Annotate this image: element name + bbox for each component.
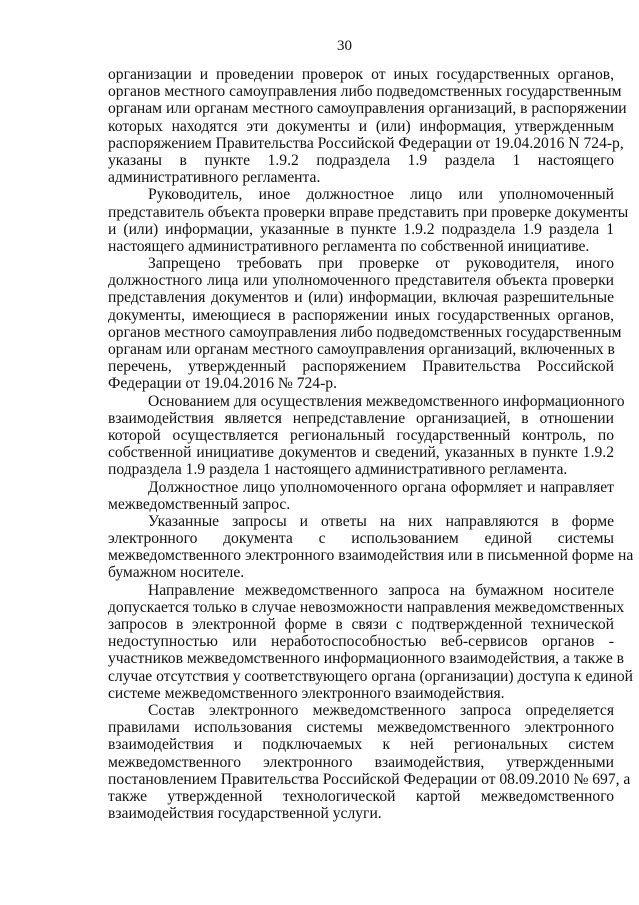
paragraph bbox=[108, 581, 634, 702]
paragraph bbox=[108, 701, 631, 823]
document-body bbox=[108, 66, 634, 823]
page-number: 30 bbox=[337, 38, 352, 54]
text-line: межведомственного электронного взаимодействия, утвержденными bbox=[108, 753, 614, 771]
text-line: случае отсутствия у соответствующего органа (организации) доступа к единой bbox=[108, 667, 634, 685]
text-line: и (или) информации, указанные в пункте 1.9.2 подраздела 1.9 раздела 1 bbox=[108, 220, 614, 238]
text-line: Запрещено требовать при проверке от руководителя, иного bbox=[148, 255, 614, 273]
text-line: органов местного самоуправления либо подведомственных государственным bbox=[108, 83, 622, 101]
text-line: также утвержденной технологической картой межведомственного bbox=[108, 787, 614, 805]
paragraph bbox=[108, 66, 627, 187]
paragraph bbox=[108, 255, 622, 393]
text-line: запросов в электронной форме в связи с подтвержденной технической bbox=[108, 616, 614, 633]
text-line: системе межведомственного электронного взаимодействия. bbox=[108, 684, 505, 702]
text-line: распоряжением Правительства Российской Федерации от 19.04.2016 N 724-р, bbox=[108, 134, 624, 152]
text-line: бумажном носителе. bbox=[108, 564, 245, 582]
text-line: организации и проведении проверок от иных государственных органов, bbox=[108, 66, 614, 83]
text-line: настоящего административного регламента по собственной инициативе. bbox=[108, 237, 590, 255]
text-line: административного регламента. bbox=[108, 169, 321, 187]
text-line: межведомственный запрос. bbox=[108, 495, 291, 513]
text-line: которых находятся эти документы и (или) информация, утвержденным bbox=[108, 117, 614, 135]
text-line: недоступностью или неработоспособностью веб-сервисов органов - bbox=[108, 633, 614, 651]
text-line: органам или органам местного самоуправления организаций, включенных в bbox=[108, 341, 615, 358]
text-line: которой осуществляется региональный государственный контроль, по bbox=[108, 426, 614, 444]
text-line: Направление межведомственного запроса на бумажном носителе bbox=[148, 581, 614, 599]
text-line: взаимодействия и подключаемых к ней региональных систем bbox=[108, 736, 614, 754]
text-line: Основанием для осуществления межведомственного информационного bbox=[148, 392, 625, 410]
text-line: органам или органам местного самоуправления организаций, в распоряжении bbox=[108, 100, 627, 118]
text-line: допускается только в случае невозможности направления межведомственных bbox=[108, 598, 625, 616]
text-line: электронного документа с использованием единой системы bbox=[108, 530, 614, 548]
text-line: указаны в пункте 1.9.2 подраздела 1.9 раздела 1 настоящего bbox=[108, 151, 614, 169]
text-line: правилами использования системы межведомственного электронного bbox=[108, 719, 614, 737]
text-line: взаимодействия является непредставление организацией, в отношении bbox=[108, 409, 614, 427]
text-line: межведомственного электронного взаимодействия или в письменной форме на bbox=[108, 547, 634, 565]
text-line: взаимодействия государственной услуги. bbox=[108, 805, 382, 823]
text-line: должностного лица или уполномоченного представителя объекта проверки bbox=[108, 272, 614, 290]
paragraph bbox=[108, 392, 625, 479]
text-line: участников межведомственного информационного взаимодействия, а также в bbox=[108, 650, 625, 668]
text-line: Федерации от 19.04.2016 № 724-р. bbox=[108, 375, 337, 393]
text-line: Руководитель, иное должностное лицо или уполномоченный bbox=[148, 186, 614, 204]
text-line: перечень, утвержденный распоряжением Правительства Российской bbox=[108, 358, 614, 376]
text-line: Состав электронного межведомственного запроса определяется bbox=[148, 701, 614, 719]
paragraph bbox=[108, 186, 629, 255]
text-line: постановлением Правительства Российской Федерации от 08.09.2010 № 697, а bbox=[108, 770, 631, 788]
text-line: Указанные запросы и ответы на них направляются в форме bbox=[148, 512, 614, 530]
text-line: подраздела 1.9 раздела 1 настоящего административного регламента. bbox=[108, 461, 568, 479]
text-line: Должностное лицо уполномоченного органа оформляет и направляет bbox=[148, 478, 614, 496]
text-line: органов местного самоуправления либо подведомственных государственным bbox=[108, 323, 622, 341]
text-line: документы, имеющиеся в распоряжении иных государственных органов, bbox=[108, 306, 614, 324]
paragraph bbox=[108, 479, 614, 513]
text-line: собственной инициативе документов и сведений, указанных в пункте 1.9.2 bbox=[108, 444, 614, 462]
paragraph bbox=[108, 512, 634, 582]
text-line: представитель объекта проверки вправе представить при проверке документы bbox=[108, 203, 629, 221]
text-line: представления документов и (или) информации, включая разрешительные bbox=[108, 289, 614, 307]
